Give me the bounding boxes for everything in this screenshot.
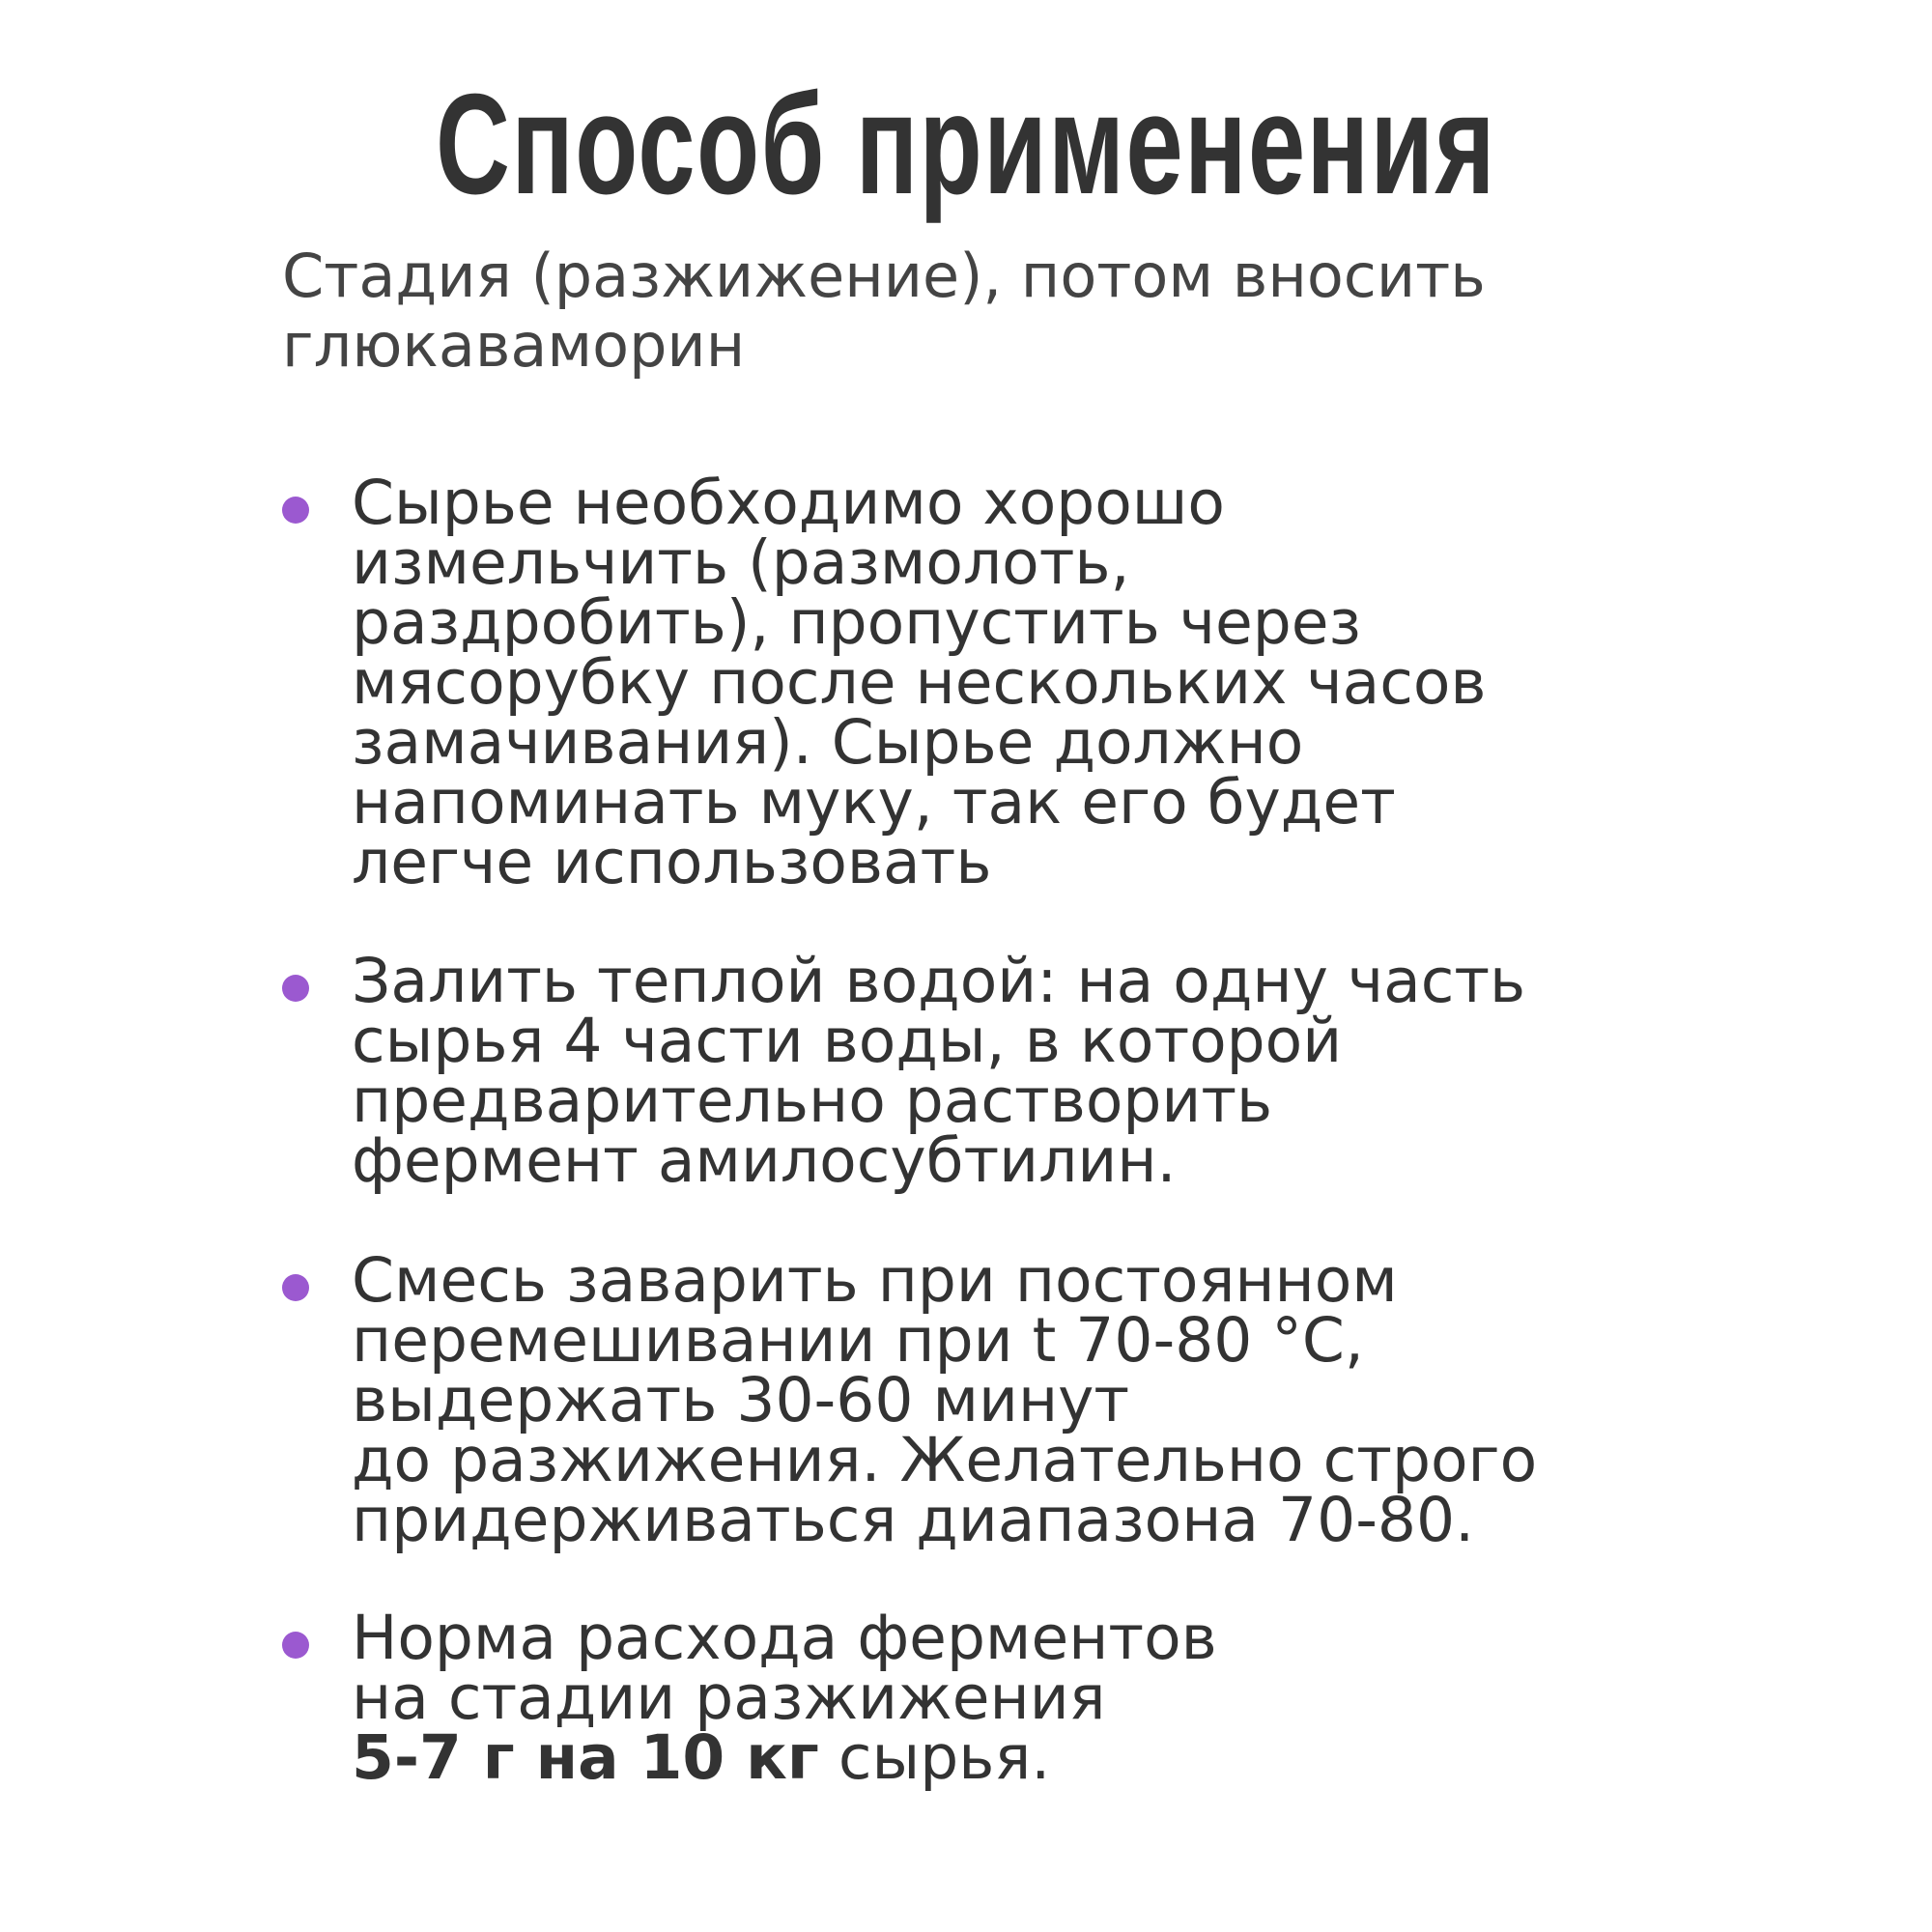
list-item-text [352,1603,1743,1793]
list-item-text: Залить теплой водой: на одну часть сырья 4 части воды, в которой предварительно растворить фермент амилосубтилин. [352,946,1526,1196]
bullet-dot-icon [282,1632,309,1659]
list-item-text: Смесь заварить при постоянном перемешивании при t 70-80 °C, выдержать 30-60 минут до разжижения. Желательно строго придерживаться диапазона 70-80. [352,1245,1538,1555]
bullet-dot-icon [282,1274,309,1301]
dosage-value: 5-7 г на 10 кг [352,1722,819,1793]
bullet-dot-icon [282,497,309,524]
subtitle: Стадия (разжижение), потом вносить глюкаваморин [282,241,1486,381]
page-title: Способ применения [436,65,1496,224]
dosage-tail: сырья. [818,1722,1051,1793]
bullet-dot-icon [282,975,309,1002]
list-item-main-text: Норма расхода ферментов на стадии разжижения [352,1603,1217,1733]
list-item-text: Сырье необходимо хорошо измельчить (размолоть, раздробить), пропустить через мясорубку после нескольких часов замачивания). Сырье должно напоминать муку, так его будет легче использовать [352,468,1487,897]
